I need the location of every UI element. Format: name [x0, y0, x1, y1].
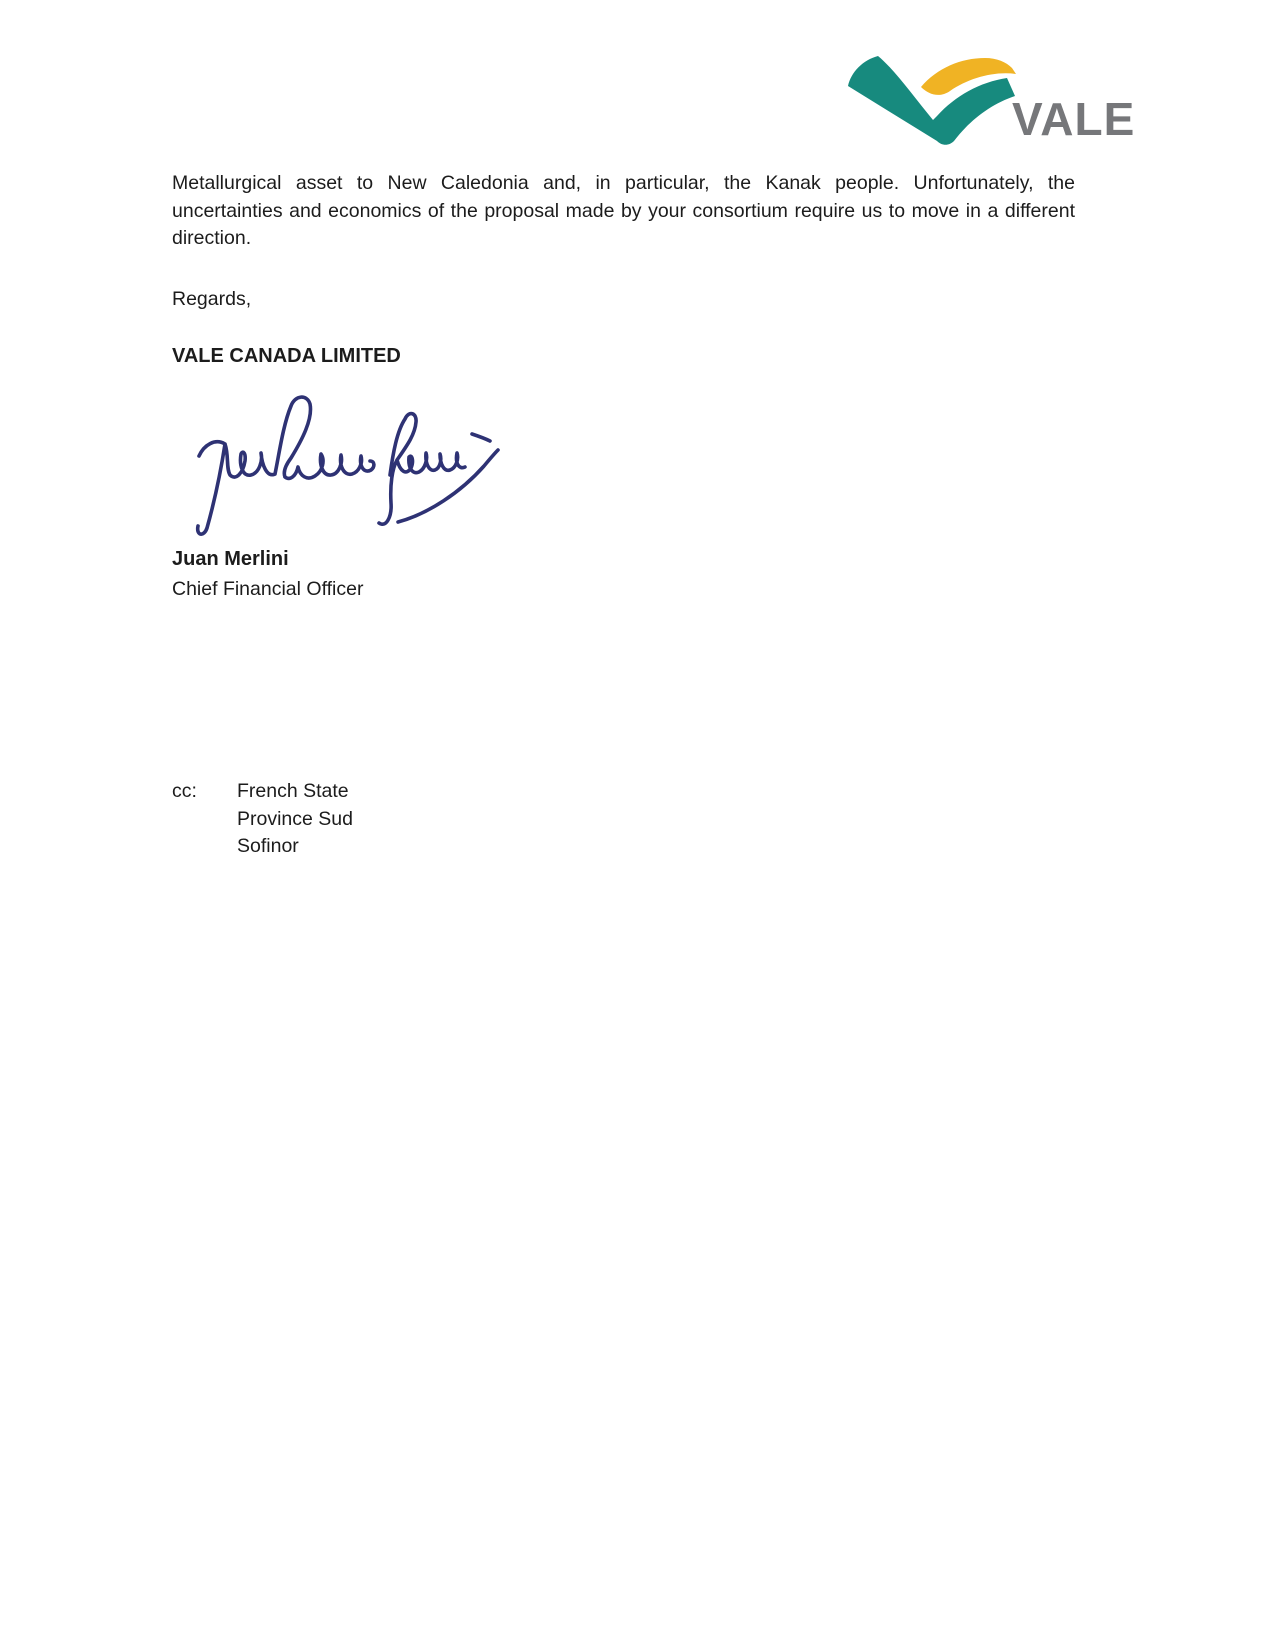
cc-list-item: Sofinor	[237, 835, 299, 857]
cc-list-item: Province Sud	[237, 807, 353, 830]
signer-title: Chief Financial Officer	[172, 578, 364, 600]
cc-block	[172, 778, 353, 861]
vale-logo	[845, 52, 1145, 147]
cc-list	[237, 778, 353, 861]
company-name: VALE CANADA LIMITED	[172, 345, 401, 367]
handwritten-signature	[185, 393, 505, 543]
vale-wordmark: VALE	[1012, 93, 1136, 145]
signer-name: Juan Merlini	[172, 548, 289, 570]
cc-list-item: French State	[237, 780, 349, 802]
signature-stroke	[198, 397, 498, 534]
letter-body-paragraph: Metallurgical asset to New Caledonia and, in particular, the Kanak people. Unfortunately, the uncertainties and economics of the proposal made by your consortium require us to move in a different direction.	[172, 172, 1075, 249]
letter-closing: Regards,	[172, 288, 252, 310]
vale-logo-v-icon	[845, 52, 1020, 147]
cc-label: cc:	[172, 780, 197, 802]
